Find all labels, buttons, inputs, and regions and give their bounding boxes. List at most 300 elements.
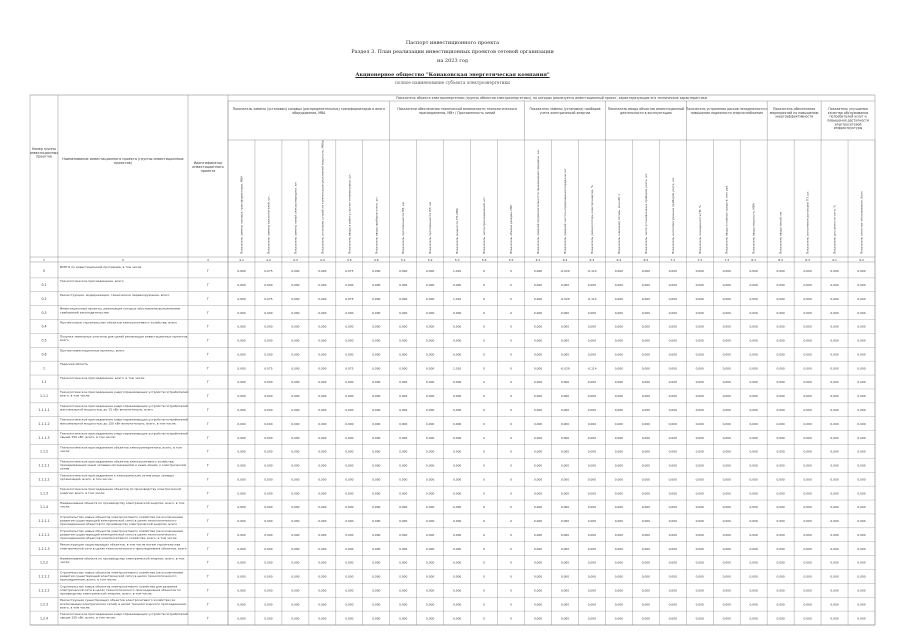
cell-value: 0,000 [372, 394, 381, 399]
cell-value: 0 [483, 296, 486, 301]
cell-value: 0,000 [668, 269, 677, 274]
cell-value: 0,000 [291, 296, 300, 301]
sub-col-heading: Показатель ввода основных средств, млн руб. [724, 185, 729, 254]
cell-value: 0,000 [803, 449, 812, 454]
cell-value: 0,000 [830, 352, 839, 357]
group-heading-1: Показатель замены (установки) силовых (распределительных) трансформаторов и иного оборудования, МВА [232, 107, 385, 115]
row-name: Технологическое присоединение, всего, в том числе: [60, 376, 146, 381]
sub-col-heading: Показатель средней продолжительности прекращения передачи, час [536, 149, 541, 254]
cell-value: 0,000 [426, 435, 435, 440]
cell-value: 0,000 [641, 532, 650, 537]
cell-value: 0,000 [776, 505, 785, 510]
cell-value: 0,000 [399, 338, 408, 343]
row-number: 0.1 [41, 283, 47, 288]
cell-value: 0,000 [372, 477, 381, 482]
cell-value: 0,000 [587, 588, 597, 593]
cell-value: 0,000 [237, 338, 246, 343]
sub-col-heading: Показатель мощности ТП, МВА [455, 208, 460, 254]
cell-value: 0 [510, 296, 512, 301]
cell-value: 0 [483, 324, 486, 329]
cell-value: 0,000 [345, 532, 354, 537]
cell-value: 0,000 [291, 491, 300, 496]
cell-value: 0,000 [318, 463, 327, 468]
cell-value: 0,000 [749, 588, 758, 593]
cell-value: 0,000 [533, 352, 543, 357]
cell-value: 0,000 [749, 574, 758, 579]
row-number: 1.1.3 [39, 491, 49, 496]
col-number: 7.3 [724, 257, 730, 262]
cell-value: 0,000 [237, 269, 246, 274]
row-name: Наименование объекта по производству электрической энергии, всего, в том числе: [60, 501, 185, 509]
sub-col-heading: Показатель снижения потерь, млн кВт·ч [616, 193, 621, 254]
cell-value: 0,000 [345, 435, 354, 440]
row-name: Технологическое присоединение энергопринимающих устройств потребителей свыше 150 кВт, всего, в том числе: [60, 431, 188, 440]
cell-value: 0,000 [318, 560, 327, 565]
cell-value: 0,000 [560, 616, 570, 621]
cell-value: 0,000 [318, 380, 327, 385]
cell-value: 0,000 [722, 574, 731, 579]
cell-value: 0,000 [237, 352, 246, 357]
cell-value: 0,000 [695, 546, 704, 551]
cell-value: 0,000 [372, 296, 381, 301]
cell-value: 0,000 [668, 602, 677, 607]
sub-col-heading: Показатель замены линий электропередачи, км [293, 182, 298, 254]
cell-value: 0,000 [749, 532, 758, 537]
cell-value: 0,000 [453, 435, 462, 440]
cell-value: 0,000 [722, 421, 731, 426]
cell-value: 0,000 [749, 324, 758, 329]
cell-value: 0,000 [614, 366, 624, 371]
cell-value: 0,000 [372, 283, 381, 288]
cell-value: 0 [510, 616, 512, 621]
cell-value: 0,000 [830, 449, 839, 454]
cell-value: 0,000 [587, 435, 597, 440]
col-number: 8.1 [751, 257, 757, 262]
cell-value: 0,000 [776, 296, 785, 301]
cell-value: 0,000 [668, 505, 677, 510]
cell-value: 0,000 [399, 491, 408, 496]
cell-value: 0,000 [264, 380, 273, 385]
cell-value: 0,000 [776, 352, 785, 357]
cell-value: 0,000 [587, 407, 597, 412]
cell-value: 0,000 [345, 310, 354, 315]
cell-value: 0,000 [830, 491, 839, 496]
cell-value: 0 [510, 505, 512, 510]
cell-value: 0,000 [399, 477, 408, 482]
cell-value: 0,000 [803, 588, 812, 593]
org-name: Акционерное общество "Конаковская энергетическая компания" [355, 72, 550, 78]
doc-title-line2: Раздел 3. План реализации инвестиционных проектов сетевой организации [351, 49, 554, 55]
cell-value: 0,000 [587, 477, 597, 482]
cell-value: 0,000 [695, 324, 704, 329]
cell-value: 0,000 [291, 407, 300, 412]
cell-value: 0,000 [722, 380, 731, 385]
row-name: Строительство новых объектов электросетевого хозяйства (за исключением развития существующей электрической сети) в целях технологического присоединения, всего, в том числе: [60, 570, 183, 582]
cell-value: 0,000 [641, 283, 650, 288]
cell-value: 0,000 [533, 366, 543, 371]
group-heading-5: Показатель устранения рисков ненадежности и повышения надежности энергоснабжения [685, 107, 768, 115]
cell-value: 0,000 [668, 296, 677, 301]
cell-value: 0,000 [803, 310, 812, 315]
sub-col-heading: Показатель исполнения договоров ТП, шт. [805, 190, 810, 254]
cell-value: 0,000 [237, 310, 246, 315]
col-head-id: Идентификатор инвестиционного проекта [192, 161, 224, 174]
cell-value: 0,000 [264, 283, 273, 288]
cell-value: 0,000 [749, 296, 758, 301]
cell-value: 0,000 [722, 560, 731, 565]
cell-value: 0,075 [345, 269, 354, 274]
cell-value: 0,000 [776, 588, 785, 593]
cell-value: 0,000 [776, 519, 785, 524]
cell-value: 0,000 [749, 283, 758, 288]
cell-value: 0,000 [453, 588, 462, 593]
col-number: 4.3 [293, 257, 298, 262]
cell-value: 0,000 [453, 394, 462, 399]
col-head-name: Наименование инвестиционного проекта (группы инвестиционных проектов) [62, 157, 184, 166]
cell-value: 0,000 [453, 602, 462, 607]
cell-value: 0,000 [291, 435, 300, 440]
cell-value: 0,000 [776, 394, 785, 399]
col-number: 6.5 [643, 257, 649, 262]
cell-value: 0,000 [453, 560, 462, 565]
cell-value: 0,000 [857, 283, 866, 288]
cell-value: 0,000 [318, 574, 327, 579]
cell-value: 0,000 [372, 532, 381, 537]
cell-value: 0,000 [560, 477, 570, 482]
cell-value: 0,000 [533, 269, 543, 274]
cell-value: 0,000 [372, 574, 381, 579]
sub-col-heading: Показатель уровня потерь электроэнергии, % [589, 185, 594, 254]
cell-value: 0 [510, 463, 512, 468]
cell-value: 0,000 [830, 269, 839, 274]
cell-value: 0,000 [318, 491, 327, 496]
cell-value: 0,000 [399, 269, 408, 274]
cell-value: 0,000 [668, 324, 677, 329]
cell-value: 0,000 [857, 505, 866, 510]
cell-value: 0,000 [641, 435, 650, 440]
cell-value: 0,000 [318, 394, 327, 399]
cell-value: 0,000 [318, 296, 327, 301]
cell-value: 0,075 [345, 296, 354, 301]
cell-value: 0,000 [830, 560, 839, 565]
cell-value: 0,000 [345, 380, 354, 385]
cell-value: 0,000 [318, 310, 327, 315]
cell-value: 0,000 [614, 560, 624, 565]
cell-value: 0,000 [830, 380, 839, 385]
cell-value: 0,000 [749, 338, 758, 343]
row-id: Г [207, 532, 209, 537]
cell-value: 0,000 [560, 338, 570, 343]
cell-value: 0 [510, 421, 512, 426]
cell-value: 0,000 [830, 505, 839, 510]
cell-value: 0,000 [426, 296, 435, 301]
cell-value: 0,000 [749, 449, 758, 454]
cell-value: 0,000 [641, 477, 650, 482]
cell-value: 0,000 [722, 616, 731, 621]
cell-value: 0,000 [857, 296, 866, 301]
cell-value: 0,000 [695, 283, 704, 288]
cell-value: 0,000 [857, 324, 866, 329]
cell-value: 0,000 [641, 338, 650, 343]
cell-value: 0,000 [291, 366, 300, 371]
cell-value: 0,000 [722, 588, 731, 593]
cell-value: 0,000 [857, 546, 866, 551]
cell-value: 0,000 [264, 477, 273, 482]
cell-value: 0,000 [345, 394, 354, 399]
sub-col-heading: Показатель протяженности КЛ, км [428, 202, 433, 254]
cell-value: 0,000 [641, 296, 650, 301]
cell-value: 0,000 [803, 352, 812, 357]
cell-value: 0,000 [533, 616, 543, 621]
cell-value: 0,000 [668, 449, 677, 454]
cell-value: 0,000 [237, 324, 246, 329]
col-number: 4.1 [239, 257, 244, 262]
row-name: Технологическое присоединение энергопринимающих устройств потребителей свыше 150 кВт, всего, в том числе: [60, 612, 188, 620]
row-id: Г [207, 463, 209, 468]
cell-value: 0,000 [776, 380, 785, 385]
cell-value: 0,000 [857, 602, 866, 607]
cell-value: 0,000 [264, 435, 273, 440]
cell-value: 0,000 [426, 449, 435, 454]
cell-value: 0 [510, 519, 512, 524]
row-id: Г [207, 546, 209, 551]
cell-value: 0,000 [614, 602, 624, 607]
cell-value: 0,000 [722, 505, 731, 510]
cell-value: 0,000 [237, 421, 246, 426]
cell-value: 0,000 [668, 491, 677, 496]
cell-value: 0,000 [668, 519, 677, 524]
cell-value: 0,000 [237, 574, 246, 579]
cell-value: 0,000 [533, 296, 543, 301]
cell-value: 0,000 [533, 310, 543, 315]
cell-value: 0,000 [830, 435, 839, 440]
row-id: Г [207, 519, 209, 524]
cell-value: 0 [510, 532, 512, 537]
cell-value: 0,000 [722, 338, 731, 343]
cell-value: 0,000 [830, 602, 839, 607]
cell-value: 0 [510, 491, 512, 496]
cell-value: 0,000 [237, 546, 246, 551]
cell-value: 0,075 [264, 296, 273, 301]
cell-value: -0,114 [587, 269, 597, 274]
cell-value: 0,000 [668, 477, 677, 482]
cell-value: 0,000 [372, 338, 381, 343]
cell-value: 0,000 [399, 560, 408, 565]
cell-value: 0,000 [803, 435, 812, 440]
cell-value: 0,000 [453, 616, 462, 621]
cell-value: 0 [510, 310, 512, 315]
cell-value: 0,000 [291, 352, 300, 357]
cell-value: 0,000 [857, 463, 866, 468]
cell-value: 0 [510, 283, 512, 288]
cell-value: 0,000 [372, 505, 381, 510]
cell-value: 0,000 [803, 366, 812, 371]
cell-value: 0,000 [426, 283, 435, 288]
cell-value: -0,029 [560, 366, 570, 371]
cell-value: 0,000 [399, 421, 408, 426]
cell-value: 0,000 [291, 394, 300, 399]
row-id: Г [207, 366, 209, 371]
cell-value: 0,000 [264, 602, 273, 607]
cell-value: 0 [483, 338, 486, 343]
cell-value: 0,000 [426, 519, 435, 524]
row-name: Прочее новое строительство объектов электросетевого хозяйства, всего [60, 320, 178, 325]
cell-value: 0,000 [237, 588, 246, 593]
cell-value: 0,000 [803, 421, 812, 426]
cell-value: 0 [483, 310, 486, 315]
cell-value: 0,000 [426, 602, 435, 607]
cell-value: 0,000 [264, 505, 273, 510]
sub-col-heading: Показатель объема резерва, МВт [509, 204, 514, 254]
cell-value: 0,000 [830, 324, 839, 329]
cell-value: 0,000 [695, 477, 704, 482]
cell-value: 0,000 [318, 283, 327, 288]
cell-value: 0,000 [614, 477, 624, 482]
cell-value: 0,000 [426, 574, 435, 579]
cell-value: 0,000 [291, 546, 300, 551]
row-number: 1.2.1.2 [38, 532, 50, 537]
cell-value: 0,000 [776, 491, 785, 496]
cell-value: 0,000 [641, 602, 650, 607]
cell-value: 0,000 [614, 310, 624, 315]
cell-value: 0,000 [803, 532, 812, 537]
cell-value: 0,000 [722, 324, 731, 329]
cell-value: 0 [483, 435, 486, 440]
cell-value: 0,000 [264, 616, 273, 621]
cell-value: 0,000 [291, 380, 300, 385]
cell-value: 0,000 [803, 463, 812, 468]
row-id: Г [207, 574, 209, 579]
cell-value: 0 [483, 588, 486, 593]
cell-value: 0,000 [560, 352, 570, 357]
cell-value: 0 [483, 519, 486, 524]
cell-value: 0,000 [318, 449, 327, 454]
cell-value: 0,000 [560, 532, 570, 537]
cell-value: 0,000 [264, 394, 273, 399]
row-number: 1.1.1.1 [38, 407, 50, 412]
cell-value: 0,000 [453, 380, 462, 385]
cell-value: 0,000 [722, 283, 731, 288]
col-number: 5.3 [454, 257, 460, 262]
cell-value: 0,000 [803, 574, 812, 579]
cell-value: 0,000 [345, 352, 354, 357]
cell-value: 0,000 [345, 449, 354, 454]
cell-value: 0,000 [560, 380, 570, 385]
cell-value: 0 [510, 352, 512, 357]
cell-value: 0,000 [830, 616, 839, 621]
cell-value: 0,000 [857, 407, 866, 412]
cell-value: 0,000 [722, 519, 731, 524]
cell-value: 0,000 [291, 269, 300, 274]
cell-value: 0,000 [264, 532, 273, 537]
sub-col-heading: Показатель замены силовых трансформаторов, МВА [239, 176, 244, 254]
cell-value: 0,000 [345, 283, 354, 288]
doc-title-line1: Паспорт инвестиционного проекта [405, 40, 500, 46]
cell-value: 0,000 [399, 310, 408, 315]
row-name: Технологическое присоединение, всего [60, 278, 124, 283]
cell-value: 0 [510, 602, 512, 607]
cell-value: 0,000 [695, 394, 704, 399]
cell-value: 0,000 [830, 296, 839, 301]
cell-value: 0,000 [237, 532, 246, 537]
cell-value: 0,000 [695, 435, 704, 440]
cell-value: 0,000 [237, 435, 246, 440]
cell-value: 0 [483, 560, 486, 565]
sub-col-heading: Показатель числа установленных приборов учета, шт. [643, 172, 648, 254]
cell-value: 0,000 [426, 338, 435, 343]
row-id: Г [207, 491, 209, 496]
row-name: Строительство новых объектов электросетевого хозяйства (за исключением развития существующей электрической сети) в целях технологического присоединения объектов по производству электрической энергии, всего [60, 514, 183, 527]
cell-value: 0,000 [776, 435, 785, 440]
cell-value: 0,000 [830, 546, 839, 551]
cell-value: 0,000 [803, 283, 812, 288]
cell-value: 0,000 [533, 477, 543, 482]
cell-value: 0,000 [399, 296, 408, 301]
row-number: 1 [42, 366, 46, 371]
cell-value: 0,000 [426, 560, 435, 565]
cell-value: 0,000 [426, 366, 435, 371]
cell-value: 0,000 [749, 602, 758, 607]
cell-value: 0,000 [776, 602, 785, 607]
cell-value: 0,000 [318, 546, 327, 551]
cell-value: 0 [483, 283, 486, 288]
sub-col-heading: Показатель доступности сети, % [832, 205, 837, 254]
cell-value: 0,000 [830, 588, 839, 593]
col-number: 4.2 [266, 257, 271, 262]
cell-value: 0,075 [264, 269, 273, 274]
col-number: 4.6 [373, 257, 379, 262]
row-name: Технологическое присоединение к электрическим сетям иных сетевых организаций, всего, в том числе: [60, 473, 175, 481]
cell-value: 0,000 [560, 394, 570, 399]
cell-value: 0,000 [372, 519, 381, 524]
cell-value: 0,000 [372, 435, 381, 440]
row-name: Реконструкция, модернизация, техническое перевооружение, всего [60, 292, 170, 297]
cell-value: 0,000 [749, 505, 758, 510]
cell-value: 0,000 [291, 519, 300, 524]
cell-value: 0,000 [345, 560, 354, 565]
cell-value: 0,000 [399, 449, 408, 454]
cell-value: 0,000 [426, 505, 435, 510]
cell-value: 0,000 [533, 324, 543, 329]
row-name: Строительство новых объектов электросетевого хозяйства (за исключением развития существующей электрической сети) в целях технологического присоединения объектов электросетевого хозяйства, всего, в том числе: [60, 528, 183, 541]
cell-value: 0,000 [372, 352, 381, 357]
cell-value: 0,000 [345, 338, 354, 343]
cell-value: 0,000 [399, 283, 408, 288]
cell-value: 0,000 [668, 407, 677, 412]
row-id: Г [207, 407, 209, 412]
cell-value: 0,000 [533, 407, 543, 412]
cell-value: 0,000 [614, 505, 624, 510]
cell-value: 0,000 [614, 588, 624, 593]
cell-value: 0,000 [264, 574, 273, 579]
cell-value: 0,000 [453, 352, 462, 357]
cell-value: 0,000 [614, 574, 624, 579]
cell-value: 0,000 [614, 283, 624, 288]
cell-value: 0,000 [830, 519, 839, 524]
row-id: Г [207, 449, 209, 454]
cell-value: 0,000 [533, 574, 543, 579]
cell-value: 0,000 [533, 560, 543, 565]
row-id: Г [207, 616, 209, 621]
row-number: 1.2.1.3 [38, 546, 50, 551]
cell-value: 0,000 [372, 269, 381, 274]
row-name: Инвестиционные проекты, реализация которых обусловлена выполнением требований законодательства [60, 306, 181, 315]
cell-value: 0,000 [426, 588, 435, 593]
cell-value: 0,000 [345, 574, 354, 579]
cell-value: 0,000 [533, 421, 543, 426]
cell-value: 0,000 [533, 338, 543, 343]
row-name: Технологическое присоединение энергопринимающих устройств потребителей, всего, в том числе: [60, 389, 189, 398]
